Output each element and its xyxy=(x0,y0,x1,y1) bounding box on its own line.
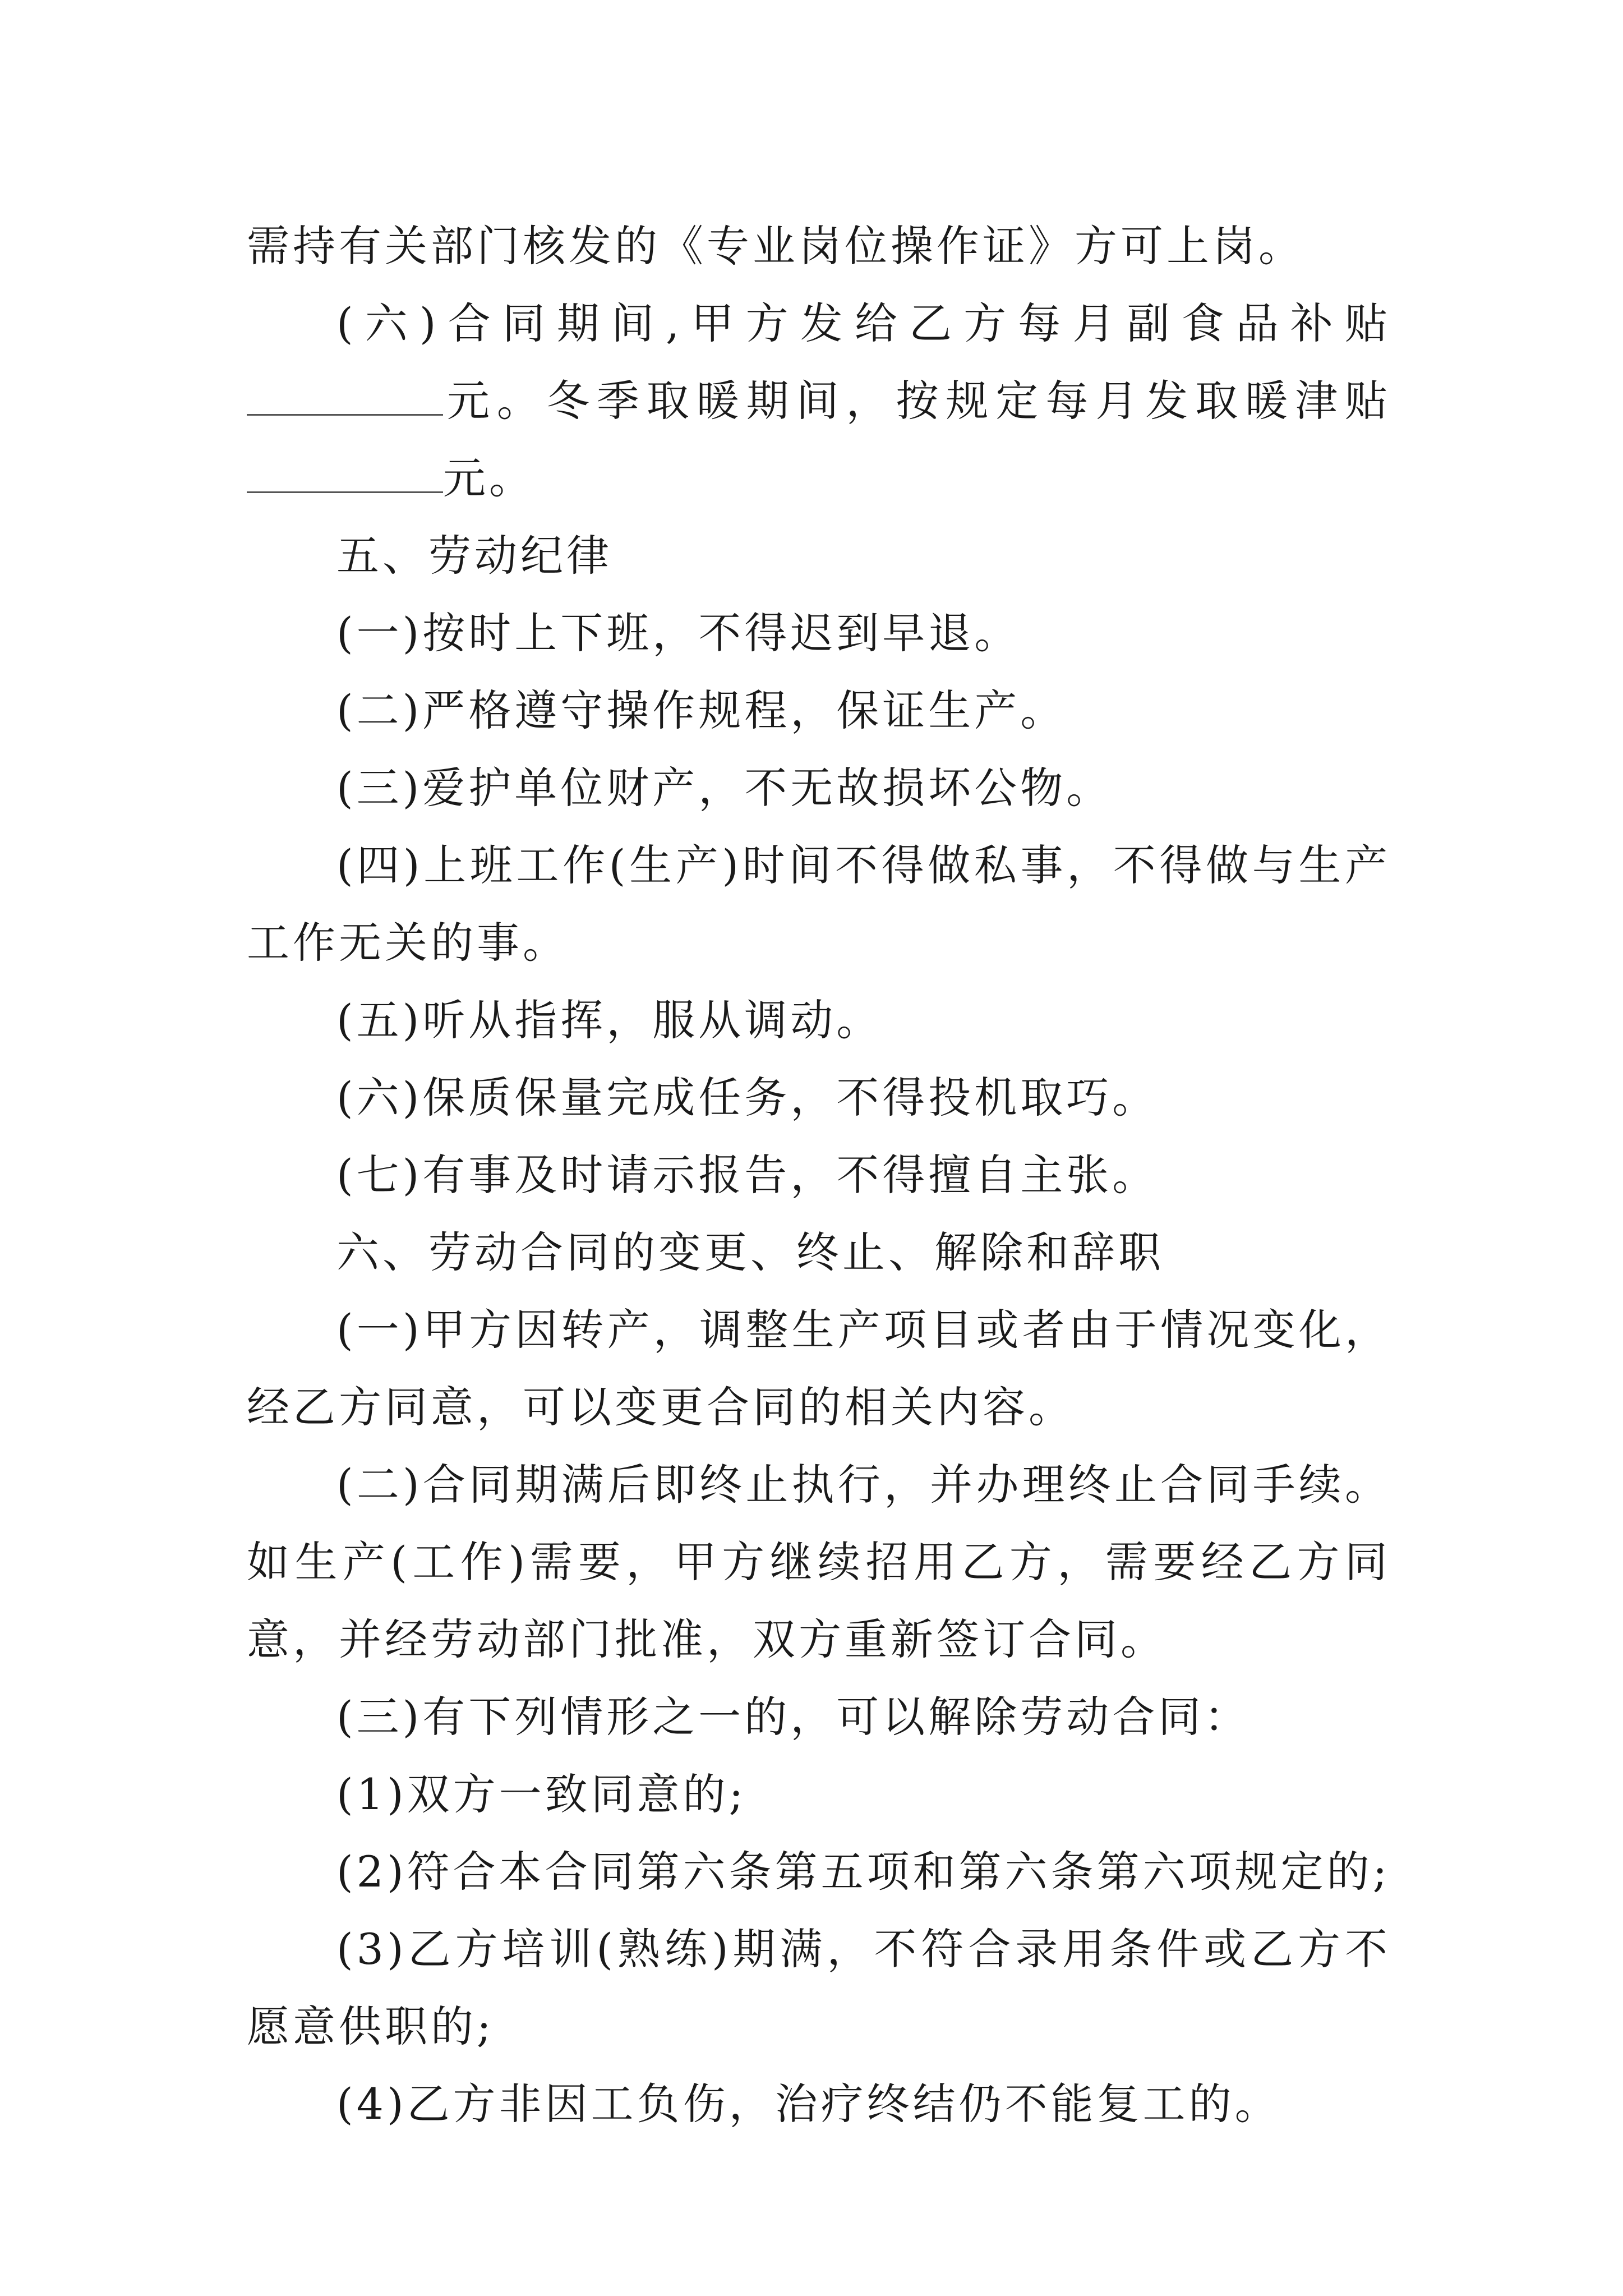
document-body xyxy=(247,208,1391,2143)
section-heading-labor-discipline: 五、劳动纪律 xyxy=(336,531,612,581)
discipline-item-4: (四)上班工作(生产)时间不得做私事，不得做与生产工作无关的事。 xyxy=(247,840,1391,968)
contract-change-item-2: (二)合同期满后即终止执行，并办理终止合同手续。如生产(工作)需要，甲方继续招用乙方，需要经乙方同意，并经劳动部门批准，双方重新签订合同。 xyxy=(247,1460,1391,1664)
termination-condition-3: (3)乙方培训(熟练)期满，不符合录用条件或乙方不愿意供职的; xyxy=(247,1924,1391,2051)
discipline-item-6: (六)保质保量完成任务，不得投机取巧。 xyxy=(336,1073,1159,1122)
discipline-item-1: (一)按时上下班，不得迟到早退。 xyxy=(336,608,1021,658)
subsidy-text-middle: 元。冬季取暖期间，按规定每月发取暖津贴 xyxy=(443,376,1391,426)
section-heading-contract-changes: 六、劳动合同的变更、终止、解除和辞职 xyxy=(336,1227,1164,1277)
discipline-item-7: (七)有事及时请示报告，不得擅自主张。 xyxy=(336,1150,1159,1200)
fill-in-blank-food-subsidy xyxy=(247,380,443,416)
contract-change-item-3: (三)有下列情形之一的，可以解除劳动合同： xyxy=(336,1692,1251,1742)
discipline-item-5: (五)听从指挥，服从调动。 xyxy=(336,995,883,1045)
fill-in-blank-heating-allowance xyxy=(247,458,443,493)
subsidy-text-end: 元。 xyxy=(443,453,535,503)
discipline-item-2: (二)严格遵守操作规程，保证生产。 xyxy=(336,685,1067,735)
subsidy-text-start: (六)合同期间,甲方发给乙方每月副食品补贴 xyxy=(336,298,1391,348)
termination-condition-2: (2)符合本合同第六条第五项和第六条第六项规定的; xyxy=(336,1847,1391,1897)
discipline-item-3: (三)爱护单位财产，不无故损坏公物。 xyxy=(336,763,1113,813)
paragraph-subsidy xyxy=(247,285,1391,517)
contract-change-item-1: (一)甲方因转产，调整生产项目或者由于情况变化，经乙方同意，可以变更合同的相关内容。 xyxy=(247,1305,1391,1432)
paragraph-continuation: 需持有关部门核发的《专业岗位操作证》方可上岗。 xyxy=(247,221,1304,271)
termination-condition-1: (1)双方一致同意的; xyxy=(336,1769,747,1819)
termination-condition-4: (4)乙方非因工负伤，治疗终结仍不能复工的。 xyxy=(336,2079,1281,2129)
